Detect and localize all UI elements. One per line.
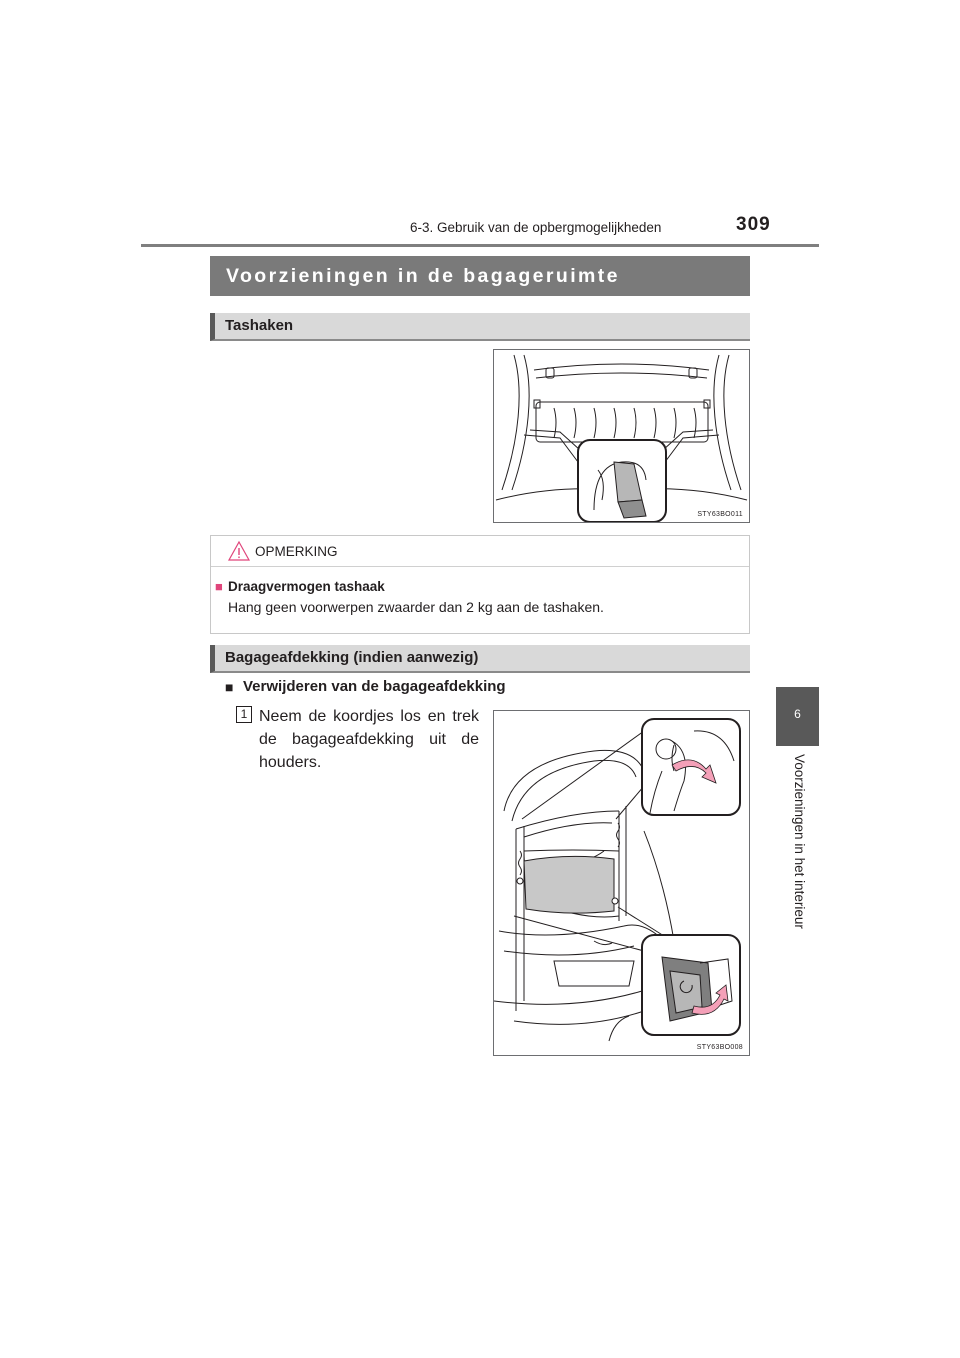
warning-icon <box>227 540 251 562</box>
figure-code: STY63BO011 <box>697 511 743 518</box>
bagageafdekking-heading: Bagageafdekking (indien aanwezig) <box>210 645 750 673</box>
list-subheading: Verwijderen van de bagageafdekking <box>243 678 506 695</box>
header-rule <box>141 244 819 247</box>
notice-bullet-icon: ■ <box>215 579 223 594</box>
notice-text: Hang geen voorwerpen zwaarder dan 2 kg aan de tashaken. <box>228 599 604 615</box>
list-bullet-icon: ■ <box>225 679 234 695</box>
section-title: Voorzieningen in de bagageruimte <box>210 256 750 296</box>
chapter-number: 6 <box>794 707 801 721</box>
trunk-hooks-illustration <box>494 350 749 522</box>
notice-heading: Draagvermogen tashaak <box>228 579 385 594</box>
chapter-side-label: Voorzieningen in het interieur <box>792 754 807 929</box>
tashaken-heading: Tashaken <box>210 313 750 341</box>
page-number: 309 <box>736 214 771 235</box>
notice-box <box>210 535 750 634</box>
notice-divider <box>211 566 749 567</box>
figure-code: STY63BO008 <box>696 1044 743 1051</box>
header-section-title: 6-3. Gebruik van de opbergmogelijkheden <box>410 220 662 235</box>
step-number-badge: 1 <box>236 706 252 723</box>
cover-removal-figure <box>493 710 750 1056</box>
cargo-cover-illustration <box>494 711 749 1055</box>
step-text: Neem de koordjes los en trek de bagageafdekking uit de houders. <box>259 708 479 771</box>
tashaken-figure <box>493 349 750 523</box>
notice-title: OPMERKING <box>255 544 338 559</box>
